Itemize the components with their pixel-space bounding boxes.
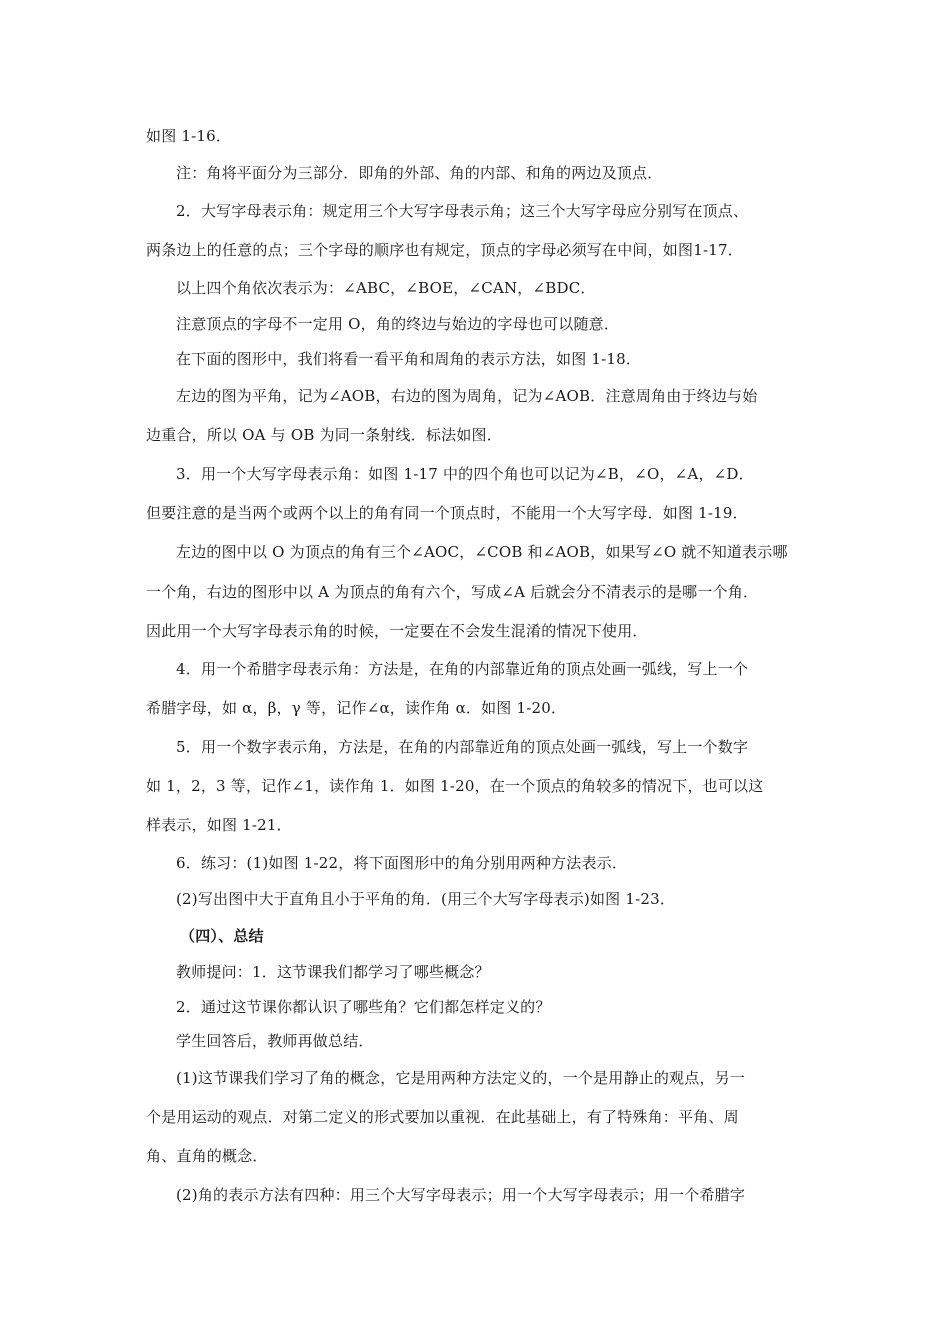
paragraph-line: (2)角的表示方法有四种：用三个大写字母表示；用一个大写字母表示；用一个希腊字 xyxy=(176,1186,746,1204)
section-heading: （四）、总结 xyxy=(180,927,264,945)
paragraph-line: 角、直角的概念． xyxy=(146,1147,268,1165)
paragraph-line: 教师提问：1．这节课我们都学习了哪些概念？ xyxy=(176,963,490,981)
paragraph-line: 个是用运动的观点．对第二定义的形式要加以重视．在此基础上，有了特殊角：平角、周 xyxy=(146,1108,739,1126)
paragraph-line: 两条边上的任意的点；三个字母的顺序也有规定，顶点的字母必须写在中间，如图1-17． xyxy=(146,241,743,259)
paragraph-line: 2．通过这节课你都认识了哪些角？它们都怎样定义的？ xyxy=(176,998,551,1016)
paragraph-line: 一个角，右边的图形中以 A 为顶点的角有六个，写成∠A 后就会分不清表示的是哪一个角． xyxy=(146,583,759,601)
paragraph-line: 5．用一个数字表示角，方法是，在角的内部靠近角的顶点处画一弧线，写上一个数字 xyxy=(176,738,749,756)
paragraph-line: 如图 1-16． xyxy=(146,127,232,145)
paragraph-line: 6．练习：(1)如图 1-22，将下面图形中的角分别用两种方法表示． xyxy=(176,854,628,872)
paragraph-line: 因此用一个大写字母表示角的时候，一定要在不会发生混淆的情况下使用． xyxy=(146,622,648,640)
paragraph-line: (1)这节课我们学习了角的概念，它是用两种方法定义的，一个是用静止的观点，另一 xyxy=(176,1069,746,1087)
paragraph-line: 4．用一个希腊字母表示角：方法是，在角的内部靠近角的顶点处画一弧线，写上一个 xyxy=(176,660,749,678)
paragraph-line: 左边的图中以 O 为顶点的角有三个∠AOC，∠COB 和∠AOB，如果写∠O 就不知道表示哪 xyxy=(176,543,788,561)
paragraph-line: 以上四个角依次表示为：∠ABC，∠BOE，∠CAN，∠BDC． xyxy=(176,279,596,297)
paragraph-line: 左边的图为平角，记为∠AOB，右边的图为周角，记为∠AOB．注意周角由于终边与始 xyxy=(176,387,758,405)
paragraph-line: 注意顶点的字母不一定用 O，角的终边与始边的字母也可以随意． xyxy=(176,315,620,333)
paragraph-line: 边重合，所以 OA 与 OB 为同一条射线．标法如图． xyxy=(146,426,502,444)
paragraph-line: 3．用一个大写字母表示角：如图 1-17 中的四个角也可以记为∠B，∠O，∠A，∠D． xyxy=(176,465,754,483)
paragraph-line: 学生回答后，教师再做总结． xyxy=(176,1032,374,1050)
paragraph-line: 2．大写字母表示角：规定用三个大写字母表示角；这三个大写字母应分别写在顶点、 xyxy=(176,202,749,220)
paragraph-line: 希腊字母，如 α，β，γ 等，记作∠α，读作角 α．如图 1-20． xyxy=(146,699,567,717)
paragraph-line: 样表示，如图 1-21． xyxy=(146,816,292,834)
paragraph-line: 在下面的图形中，我们将看一看平角和周角的表示方法，如图 1-18． xyxy=(176,350,642,368)
paragraph-line: (2)写出图中大于直角且小于平角的角．(用三个大写字母表示)如图 1-23． xyxy=(176,890,676,908)
paragraph-line: 注：角将平面分为三部分．即角的外部、角的内部、和角的两边及顶点． xyxy=(176,164,663,182)
paragraph-line: 如 1，2，3 等，记作∠1，读作角 1．如图 1-20，在一个顶点的角较多的情况下，也可以这 xyxy=(146,777,764,795)
paragraph-line: 但要注意的是当两个或两个以上的角有同一个顶点时，不能用一个大写字母．如图 1-19． xyxy=(146,504,748,522)
